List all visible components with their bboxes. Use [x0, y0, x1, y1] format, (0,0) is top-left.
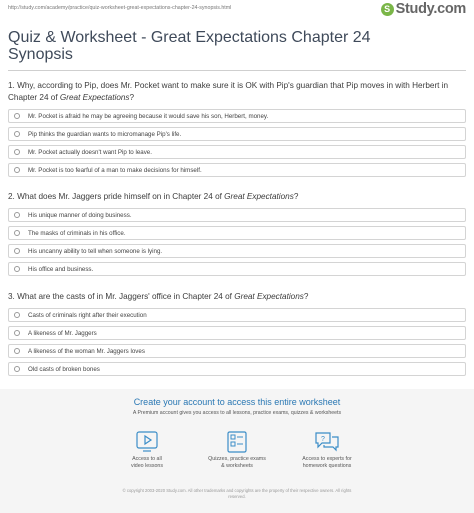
page-title: Quiz & Worksheet - Great Expectations Chapter 24 Synopsis	[8, 29, 371, 63]
q1-option-3[interactable]	[8, 145, 466, 159]
q3-option-2[interactable]	[8, 326, 466, 340]
question-2-end: ?	[293, 192, 299, 201]
q2-option-3[interactable]	[8, 244, 466, 258]
option-label: Mr. Pocket is afraid he may be agreeing because it would save his son, Herbert, money.	[28, 113, 269, 120]
question-2-book-title: Great Expectations	[224, 192, 294, 201]
option-label: Mr. Pocket actually doesn't want Pip to leave.	[28, 149, 152, 156]
radio-button[interactable]	[14, 366, 20, 372]
feature-2-line-1: Quizzes, practice exams	[208, 456, 266, 462]
copyright-footer	[0, 488, 474, 500]
question-3	[8, 291, 468, 303]
page-url: http://study.com/academy/practice/quiz-worksheet-great-expectations-chapter-24-synopsis.html	[8, 5, 232, 11]
question-1	[8, 80, 468, 103]
q1-option-1[interactable]	[8, 109, 466, 123]
practice-exams-icon	[224, 430, 250, 454]
copyright-line-1: © copyright 2003-2020 Study.com. All other trademarks and copyrights are the property of their respective owners. All rights	[122, 488, 352, 493]
question-1-end: ?	[129, 92, 135, 102]
question-1-text: 1. Why, according to Pip, does Mr. Pocket want to make sure it is OK with Pip's guardian that Pip moves in with Herbert in Chapter 24 of	[8, 81, 449, 102]
cta-title[interactable]: Create your account to access this entire worksheet	[133, 397, 341, 407]
study-logo-icon: S	[381, 3, 394, 16]
radio-button[interactable]	[14, 167, 20, 173]
option-label: His uncanny ability to tell when someone is lying.	[28, 248, 163, 255]
cta-subtitle: A Premium account gives you access to all lessons, practice exams, quizzes & worksheets	[132, 410, 342, 416]
option-label: A likeness of the woman Mr. Jaggers loves	[28, 348, 145, 355]
q3-option-1[interactable]	[8, 308, 466, 322]
radio-button[interactable]	[14, 149, 20, 155]
radio-button[interactable]	[14, 212, 20, 218]
radio-button[interactable]	[14, 131, 20, 137]
feature-video-lessons	[102, 430, 192, 470]
expert-chat-icon	[313, 430, 341, 454]
feature-3-line-1: Access to experts for	[302, 456, 352, 462]
q3-option-4[interactable]	[8, 362, 466, 376]
feature-1-line-2: video lessons	[130, 463, 164, 469]
option-label: His office and business.	[28, 266, 94, 273]
question-3-text: 3. What are the casts of in Mr. Jaggers' office in Chapter 24 of	[8, 292, 235, 301]
feature-2-line-2: & worksheets	[221, 463, 253, 469]
q2-option-1[interactable]	[8, 208, 466, 222]
feature-practice-exams	[192, 430, 282, 470]
study-logo-text: Study.com	[395, 1, 466, 17]
option-label: Mr. Pocket is too fearful of a man to make decisions for himself.	[28, 167, 202, 174]
option-label: Old casts of broken bones	[28, 366, 100, 373]
radio-button[interactable]	[14, 113, 20, 119]
radio-button[interactable]	[14, 230, 20, 236]
copyright-line-2: reserved.	[228, 494, 246, 499]
title-divider	[8, 70, 466, 71]
option-label: The masks of criminals in his office.	[28, 230, 126, 237]
radio-button[interactable]	[14, 330, 20, 336]
q2-option-2[interactable]	[8, 226, 466, 240]
svg-text:?: ?	[321, 436, 325, 443]
option-label: Pip thinks the guardian wants to micromanage Pip's life.	[28, 131, 182, 138]
study-logo[interactable]	[381, 1, 466, 17]
question-1-book-title: Great Expectations	[59, 92, 130, 102]
question-2	[8, 191, 468, 203]
radio-button[interactable]	[14, 312, 20, 318]
option-label: His unique manner of doing business.	[28, 212, 132, 219]
feature-3-line-2: homework questions	[302, 463, 352, 469]
feature-1-line-1: Access to all	[132, 456, 162, 462]
option-label: A likeness of Mr. Jaggers	[28, 330, 97, 337]
question-3-book-title: Great Expectations	[234, 292, 304, 301]
q1-option-4[interactable]	[8, 163, 466, 177]
q1-option-2[interactable]	[8, 127, 466, 141]
option-label: Casts of criminals right after their execution	[28, 312, 147, 319]
video-lessons-icon	[134, 430, 160, 454]
question-3-end: ?	[303, 292, 309, 301]
q2-option-4[interactable]	[8, 262, 466, 276]
radio-button[interactable]	[14, 248, 20, 254]
feature-experts	[282, 430, 372, 470]
radio-button[interactable]	[14, 266, 20, 272]
question-2-text: 2. What does Mr. Jaggers pride himself on in Chapter 24 of	[8, 192, 225, 201]
radio-button[interactable]	[14, 348, 20, 354]
q3-option-3[interactable]	[8, 344, 466, 358]
